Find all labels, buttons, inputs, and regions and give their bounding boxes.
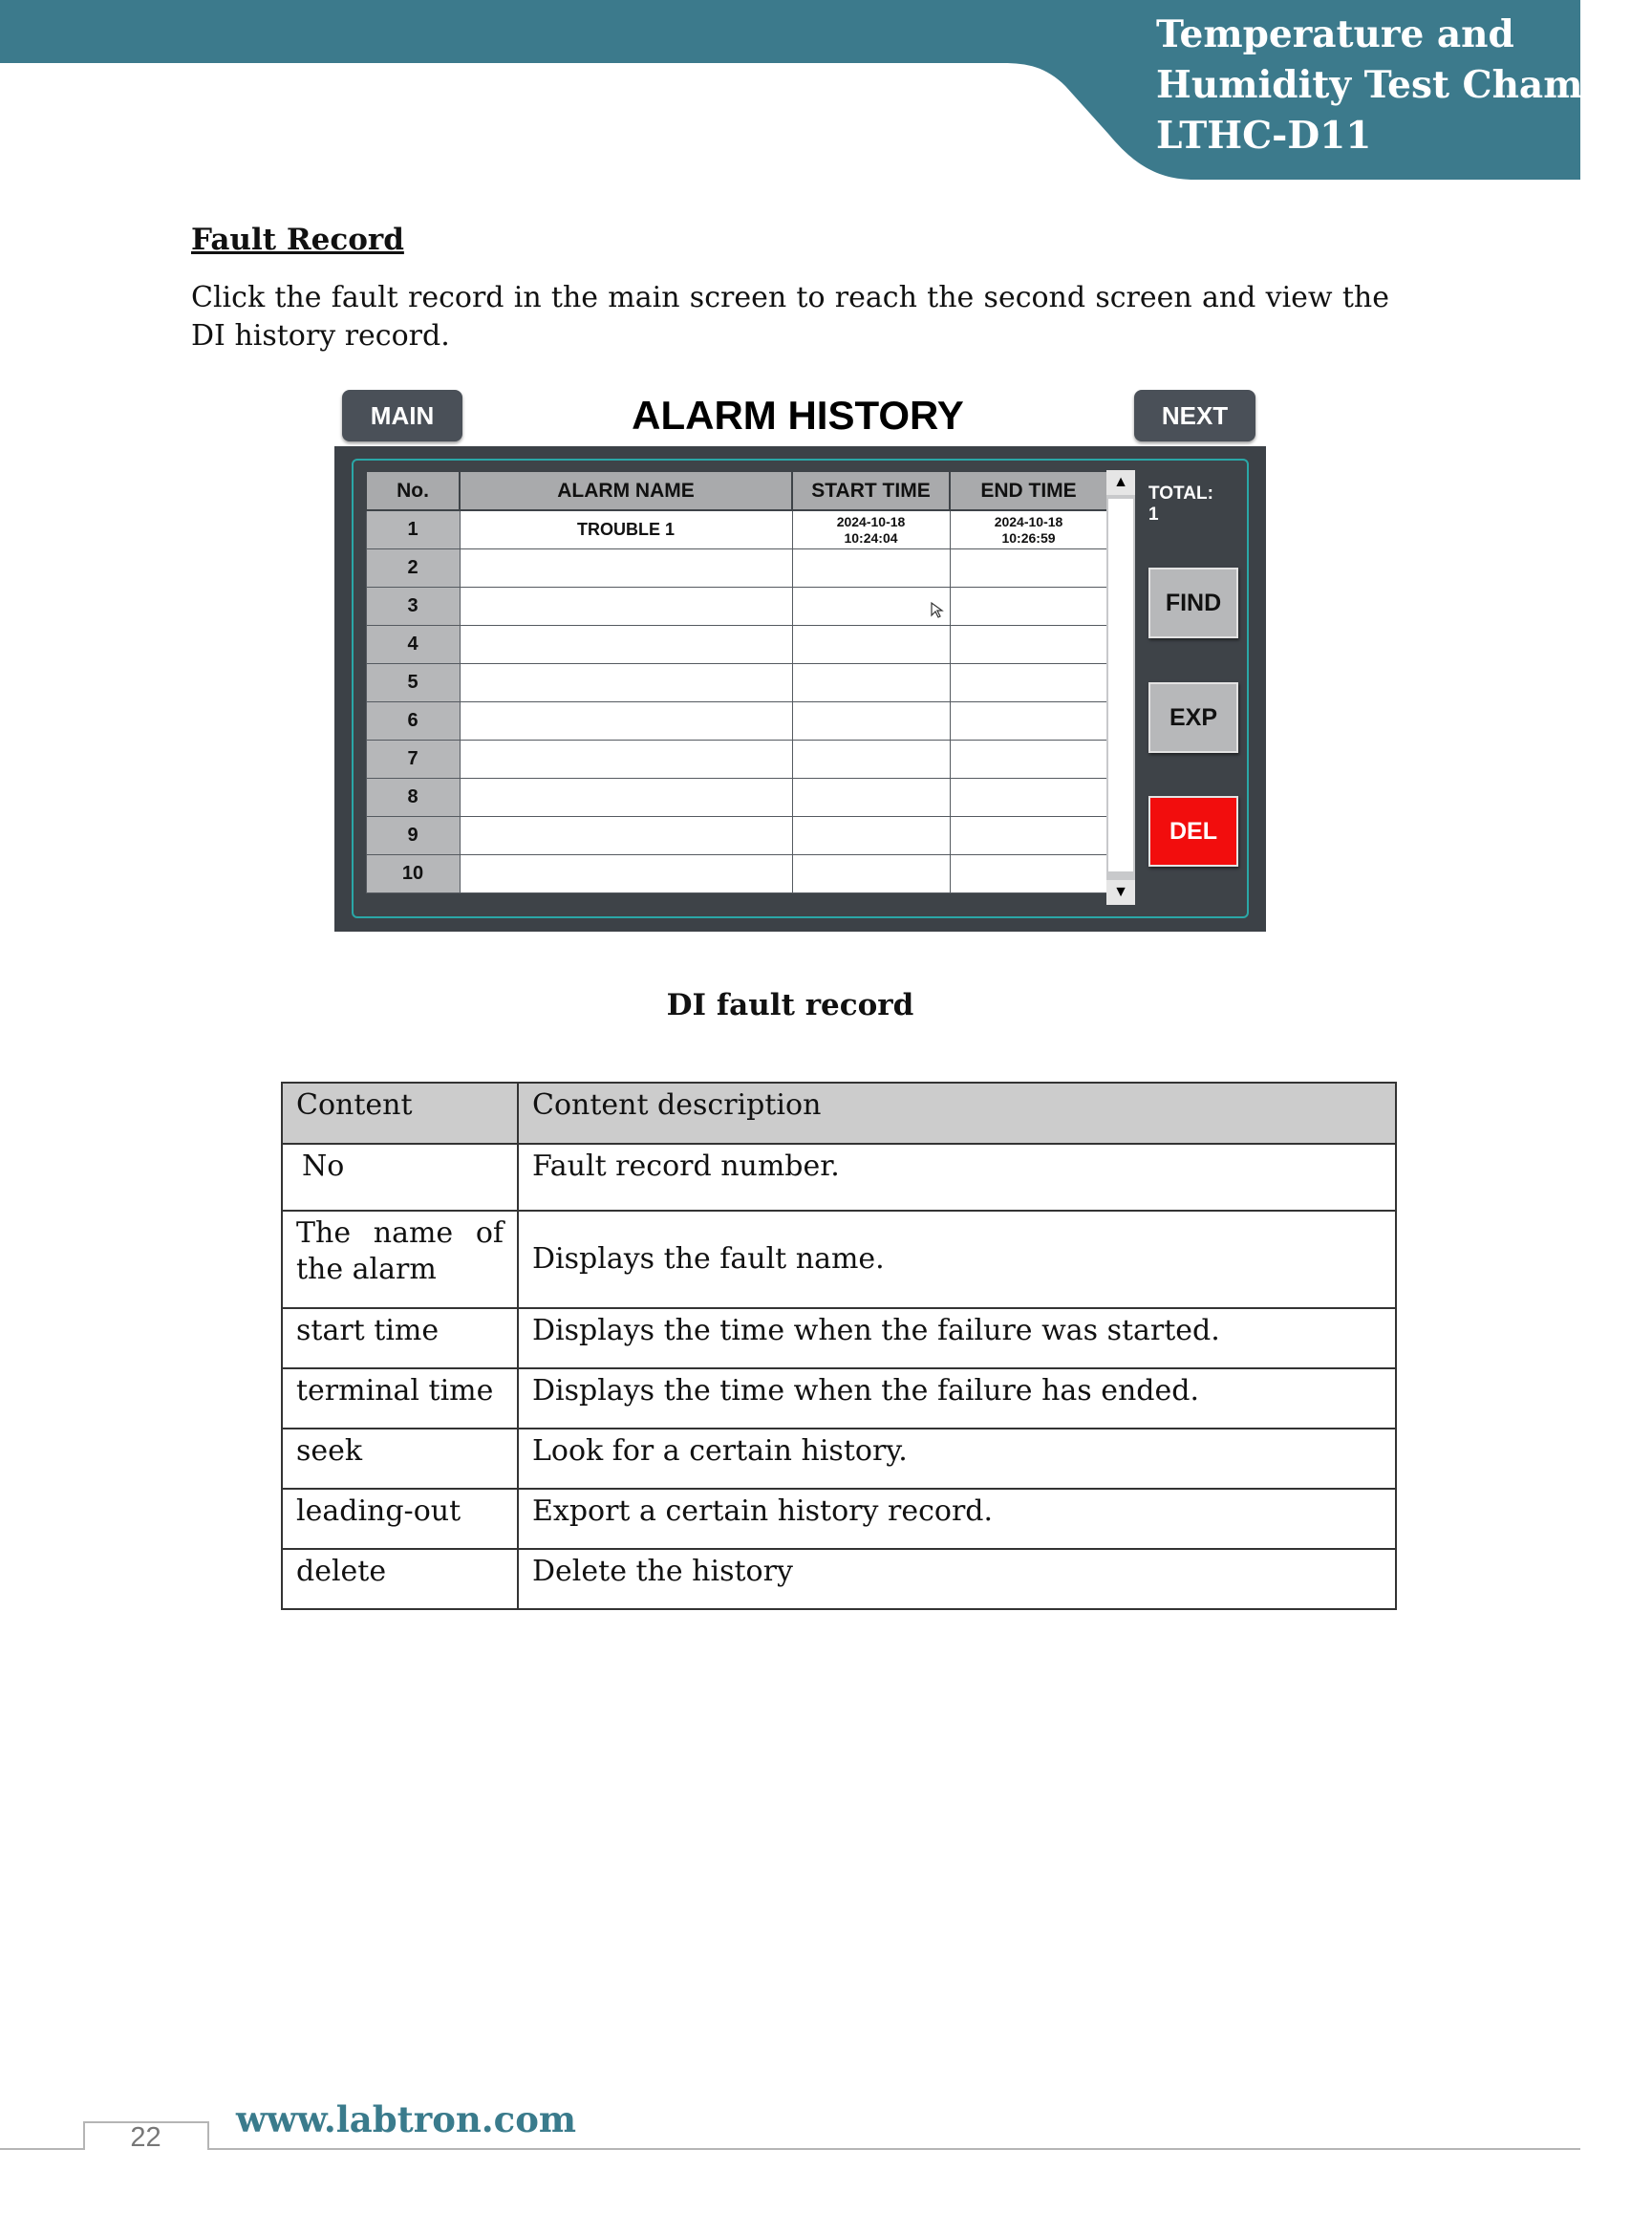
end-time: 10:26:59 [1001, 529, 1056, 546]
table-row [282, 1308, 1396, 1368]
row-description: Export a certain history record. [518, 1489, 1396, 1549]
row-alarm-name [460, 855, 792, 893]
footer-url[interactable]: www.labtron.com [236, 2098, 577, 2140]
table-row[interactable] [366, 702, 1107, 741]
table-row[interactable] [366, 855, 1107, 893]
row-alarm-name [460, 741, 792, 779]
section-heading: Fault Record [191, 223, 404, 257]
scroll-up-button[interactable] [1106, 470, 1135, 495]
table-row [282, 1368, 1396, 1429]
table-row [282, 1489, 1396, 1549]
row-start-time [792, 779, 950, 817]
row-no: 3 [366, 588, 460, 626]
col-no: No. [366, 471, 460, 510]
row-no: 9 [366, 817, 460, 855]
row-content: No [282, 1144, 518, 1211]
figure-caption: DI fault record [666, 988, 914, 1022]
row-content: seek [282, 1429, 518, 1489]
row-alarm-name [460, 664, 792, 702]
row-end-time [950, 549, 1107, 588]
title-line-3: LTHC-D11 [1156, 114, 1372, 158]
document-title [1156, 10, 1652, 161]
title-line-1: Temperature and [1156, 12, 1514, 56]
table-header-row [282, 1083, 1396, 1144]
table-row[interactable] [366, 510, 1107, 549]
row-description: Look for a certain history. [518, 1429, 1396, 1489]
row-alarm-name [460, 588, 792, 626]
col-start-time: START TIME [792, 471, 950, 510]
row-end-time [950, 664, 1107, 702]
row-content: The name of the alarm [282, 1211, 518, 1308]
table-row [282, 1429, 1396, 1489]
row-description: Fault record number. [518, 1144, 1396, 1211]
row-content: terminal time [282, 1368, 518, 1429]
table-row [282, 1144, 1396, 1211]
row-alarm-name [460, 549, 792, 588]
row-alarm-name [460, 779, 792, 817]
table-scrollbar[interactable] [1106, 470, 1135, 905]
row-start-time [792, 817, 950, 855]
row-description: Delete the history [518, 1549, 1396, 1609]
alarm-panel-inner [352, 459, 1249, 918]
start-date: 2024-10-18 [836, 513, 906, 529]
table-row[interactable] [366, 817, 1107, 855]
total-value: 1 [1148, 505, 1159, 525]
find-button[interactable]: FIND [1148, 568, 1238, 638]
row-no: 2 [366, 549, 460, 588]
alarm-history-title: ALARM HISTORY [632, 393, 964, 438]
triangle-down-icon: ▼ [1113, 884, 1128, 900]
table-row[interactable] [366, 626, 1107, 664]
page-number: 22 [130, 2122, 161, 2153]
col-alarm-name: ALARM NAME [460, 471, 792, 510]
row-alarm-name [460, 702, 792, 741]
start-time: 10:24:04 [844, 529, 898, 546]
row-no: 6 [366, 702, 460, 741]
row-no: 5 [366, 664, 460, 702]
alarm-table [365, 470, 1108, 893]
next-button[interactable]: NEXT [1134, 390, 1255, 441]
row-end-time [950, 855, 1107, 893]
table-row[interactable] [366, 549, 1107, 588]
row-description: Displays the fault name. [518, 1211, 1396, 1308]
row-no: 10 [366, 855, 460, 893]
col-end-time: END TIME [950, 471, 1107, 510]
table-row[interactable] [366, 741, 1107, 779]
row-start-time [792, 702, 950, 741]
row-start-time [792, 588, 950, 626]
alarm-panel [334, 446, 1266, 932]
main-button[interactable]: MAIN [342, 390, 462, 441]
row-end-time [950, 702, 1107, 741]
end-date: 2024-10-18 [994, 513, 1063, 529]
table-row[interactable] [366, 779, 1107, 817]
row-start-time [792, 626, 950, 664]
total-count [1148, 484, 1213, 526]
row-no: 1 [366, 510, 460, 549]
alarm-history-screenshot [334, 382, 1266, 932]
row-no: 8 [366, 779, 460, 817]
row-end-time [950, 510, 1107, 549]
intro-paragraph: Click the fault record in the main screen to reach the second screen and view the DI history record. [191, 281, 1389, 353]
delete-button[interactable]: DEL [1148, 796, 1238, 867]
triangle-up-icon: ▲ [1113, 474, 1128, 490]
row-end-time [950, 817, 1107, 855]
row-start-time [792, 855, 950, 893]
row-no: 4 [366, 626, 460, 664]
scroll-down-button[interactable] [1106, 880, 1135, 905]
title-line-2: Humidity Test Chamber [1156, 63, 1652, 107]
row-description: Displays the time when the failure was started. [518, 1308, 1396, 1368]
row-end-time [950, 779, 1107, 817]
row-alarm-name [460, 626, 792, 664]
row-alarm-name [460, 817, 792, 855]
row-start-time [792, 741, 950, 779]
mouse-cursor-icon [930, 601, 947, 620]
table-row [282, 1549, 1396, 1609]
scrollbar-thumb[interactable] [1108, 499, 1133, 871]
row-start-time [792, 510, 950, 549]
row-content: delete [282, 1549, 518, 1609]
row-content: start time [282, 1308, 518, 1368]
header-content: Content [282, 1083, 518, 1144]
row-description: Displays the time when the failure has ended. [518, 1368, 1396, 1429]
row-end-time [950, 588, 1107, 626]
row-alarm-name: TROUBLE 1 [460, 510, 792, 549]
row-end-time [950, 741, 1107, 779]
table-row[interactable] [366, 588, 1107, 626]
row-start-time [792, 549, 950, 588]
row-content: leading-out [282, 1489, 518, 1549]
header-description: Content description [518, 1083, 1396, 1144]
export-button[interactable]: EXP [1148, 682, 1238, 753]
description-table [281, 1082, 1397, 1610]
row-start-time [792, 664, 950, 702]
row-end-time [950, 626, 1107, 664]
table-row [282, 1211, 1396, 1308]
row-no: 7 [366, 741, 460, 779]
total-label: TOTAL: [1148, 484, 1213, 504]
table-row[interactable] [366, 664, 1107, 702]
